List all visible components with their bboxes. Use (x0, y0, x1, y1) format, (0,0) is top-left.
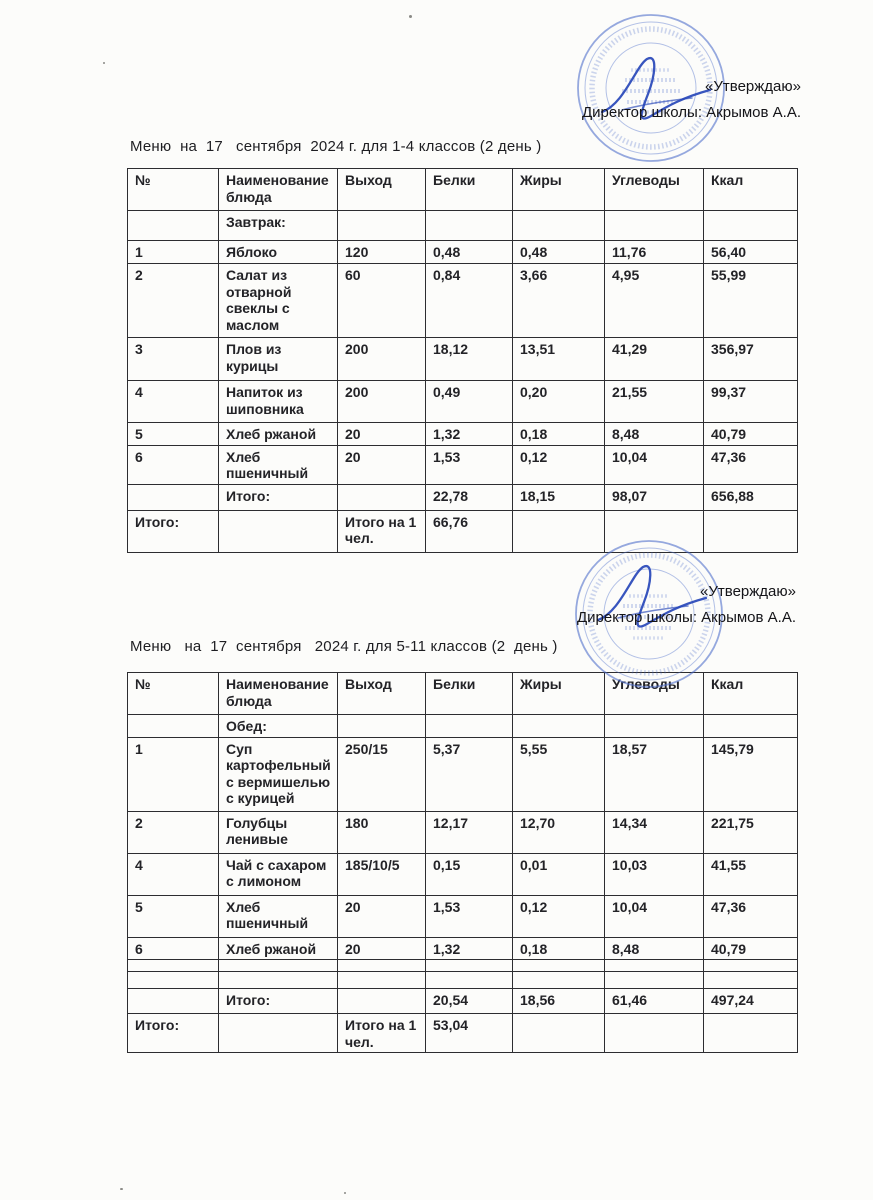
cell-protein: 1,32 (426, 937, 513, 960)
cell-name: Яблоко (219, 241, 338, 264)
menu-row (128, 895, 798, 937)
cell-kcal: 145,79 (704, 737, 798, 811)
cell-protein (426, 715, 513, 738)
cell-portion: 120 (338, 241, 426, 264)
cell-name: Хлеб ржаной (219, 937, 338, 960)
column-header-fat: Жиры (513, 673, 605, 715)
totals-label: Итого: (219, 989, 338, 1014)
cell-fat: 0,12 (513, 895, 605, 937)
cell-portion: 20 (338, 895, 426, 937)
cell-kcal: 47,36 (704, 895, 798, 937)
column-header-protein: Белки (426, 673, 513, 715)
column-header-portion: Выход (338, 673, 426, 715)
cell-fat: 0,18 (513, 423, 605, 446)
per-person-value: 66,76 (426, 510, 513, 552)
cell-protein: 0,15 (426, 853, 513, 895)
cell-protein: 18,12 (426, 338, 513, 381)
cell-carbs: 98,07 (605, 484, 704, 510)
per-person-row (128, 1014, 798, 1053)
cell-fat: 0,18 (513, 937, 605, 960)
cell-portion: 200 (338, 381, 426, 423)
cell-protein: 0,84 (426, 264, 513, 338)
meal-section-row (128, 715, 798, 738)
per-person-sublabel: Итого на 1 чел. (338, 1014, 426, 1053)
cell-num (128, 484, 219, 510)
meal-section-label: Обед: (219, 715, 338, 738)
per-person-sublabel: Итого на 1 чел. (338, 510, 426, 552)
cell-name (219, 510, 338, 552)
cell-num: 4 (128, 853, 219, 895)
per-person-value: 53,04 (426, 1014, 513, 1053)
menu1-table (127, 168, 798, 553)
cell-num: 1 (128, 737, 219, 811)
approval-block (582, 78, 801, 121)
cell-fat (513, 1014, 605, 1053)
menu1-title: Меню на 17 сентября 2024 г. для 1-4 классов (2 день ) (130, 138, 542, 155)
scan-speck (120, 1188, 123, 1190)
totals-row (128, 989, 798, 1014)
cell-fat: 0,12 (513, 445, 605, 484)
approval-block (577, 583, 796, 626)
totals-label: Итого: (219, 484, 338, 510)
cell-fat: 12,70 (513, 811, 605, 853)
cell-fat (513, 715, 605, 738)
cell-carbs: 8,48 (605, 423, 704, 446)
cell-fat: 18,56 (513, 989, 605, 1014)
cell-num (128, 715, 219, 738)
scan-speck (103, 62, 105, 64)
menu-row (128, 338, 798, 381)
cell-num: 5 (128, 423, 219, 446)
cell-num: 4 (128, 381, 219, 423)
cell-carbs: 18,57 (605, 737, 704, 811)
cell-carbs (605, 211, 704, 241)
cell-name: Чай с сахаром с лимоном (219, 853, 338, 895)
cell-kcal: 40,79 (704, 937, 798, 960)
menu-row (128, 445, 798, 484)
cell-carbs: 10,03 (605, 853, 704, 895)
cell-kcal (704, 211, 798, 241)
cell-num: 3 (128, 338, 219, 381)
cell-portion: 20 (338, 937, 426, 960)
menu-row (128, 264, 798, 338)
cell-name: Хлеб пшеничный (219, 445, 338, 484)
director-label: Директор школы: Акрымов А.А. (577, 609, 796, 626)
cell-fat: 0,48 (513, 241, 605, 264)
column-header-portion: Выход (338, 169, 426, 211)
column-header-fat: Жиры (513, 169, 605, 211)
cell-protein: 20,54 (426, 989, 513, 1014)
column-header-carbs: Углеводы (605, 169, 704, 211)
menu-row (128, 811, 798, 853)
cell-carbs: 8,48 (605, 937, 704, 960)
cell-protein (426, 211, 513, 241)
cell-portion: 60 (338, 264, 426, 338)
cell-num: 6 (128, 937, 219, 960)
per-person-label: Итого: (128, 510, 219, 552)
cell-protein: 0,49 (426, 381, 513, 423)
cell-portion: 180 (338, 811, 426, 853)
cell-carbs: 10,04 (605, 445, 704, 484)
cell-fat: 0,01 (513, 853, 605, 895)
cell-kcal: 356,97 (704, 338, 798, 381)
cell-fat: 18,15 (513, 484, 605, 510)
cell-num: 2 (128, 811, 219, 853)
column-header-name: Наименование блюда (219, 673, 338, 715)
menu-row (128, 423, 798, 446)
cell-fat: 13,51 (513, 338, 605, 381)
cell-kcal (704, 510, 798, 552)
menu-row (128, 853, 798, 895)
approve-label: «Утверждаю» (700, 583, 796, 600)
cell-name: Голубцы ленивые (219, 811, 338, 853)
cell-carbs: 41,29 (605, 338, 704, 381)
director-label: Директор школы: Акрымов А.А. (582, 104, 801, 121)
cell-kcal (704, 715, 798, 738)
cell-name (219, 1014, 338, 1053)
menu-row (128, 241, 798, 264)
cell-portion: 200 (338, 338, 426, 381)
cell-num: 1 (128, 241, 219, 264)
cell-kcal: 41,55 (704, 853, 798, 895)
approve-label: «Утверждаю» (705, 78, 801, 95)
cell-name: Салат из отварной свеклы с маслом (219, 264, 338, 338)
per-person-row (128, 510, 798, 552)
cell-protein: 12,17 (426, 811, 513, 853)
cell-fat: 0,20 (513, 381, 605, 423)
empty-row (128, 972, 798, 989)
column-header-num: № (128, 169, 219, 211)
menu-row (128, 937, 798, 960)
cell-carbs: 61,46 (605, 989, 704, 1014)
cell-kcal: 497,24 (704, 989, 798, 1014)
cell-num (128, 989, 219, 1014)
cell-num (128, 211, 219, 241)
totals-row (128, 484, 798, 510)
cell-portion: 20 (338, 445, 426, 484)
cell-kcal: 221,75 (704, 811, 798, 853)
cell-kcal: 55,99 (704, 264, 798, 338)
cell-kcal: 656,88 (704, 484, 798, 510)
header-row (128, 673, 798, 715)
cell-portion: 185/10/5 (338, 853, 426, 895)
cell-carbs: 21,55 (605, 381, 704, 423)
cell-protein: 1,53 (426, 445, 513, 484)
cell-carbs: 4,95 (605, 264, 704, 338)
cell-fat (513, 211, 605, 241)
scan-speck (409, 15, 412, 18)
cell-portion (338, 211, 426, 241)
meal-section-label: Завтрак: (219, 211, 338, 241)
column-header-protein: Белки (426, 169, 513, 211)
cell-name: Суп картофельный с вермишелью с курицей (219, 737, 338, 811)
cell-portion (338, 715, 426, 738)
column-header-carbs: Углеводы (605, 673, 704, 715)
cell-portion (338, 484, 426, 510)
menu-row (128, 381, 798, 423)
cell-kcal: 47,36 (704, 445, 798, 484)
header-row (128, 169, 798, 211)
cell-fat: 5,55 (513, 737, 605, 811)
cell-carbs (605, 510, 704, 552)
cell-kcal: 40,79 (704, 423, 798, 446)
cell-kcal (704, 1014, 798, 1053)
cell-num: 5 (128, 895, 219, 937)
cell-kcal: 56,40 (704, 241, 798, 264)
column-header-name: Наименование блюда (219, 169, 338, 211)
cell-name: Хлеб ржаной (219, 423, 338, 446)
column-header-kcal: Ккал (704, 673, 798, 715)
menu2-table (127, 672, 798, 1053)
cell-portion (338, 989, 426, 1014)
cell-portion: 20 (338, 423, 426, 446)
menu-row (128, 737, 798, 811)
cell-fat: 3,66 (513, 264, 605, 338)
menu2-title: Меню на 17 сентября 2024 г. для 5-11 классов (2 день ) (130, 638, 558, 655)
cell-name: Хлеб пшеничный (219, 895, 338, 937)
cell-fat (513, 510, 605, 552)
cell-protein: 1,53 (426, 895, 513, 937)
column-header-kcal: Ккал (704, 169, 798, 211)
cell-num: 6 (128, 445, 219, 484)
cell-protein: 5,37 (426, 737, 513, 811)
cell-name: Напиток из шиповника (219, 381, 338, 423)
cell-kcal: 99,37 (704, 381, 798, 423)
cell-portion: 250/15 (338, 737, 426, 811)
cell-name: Плов из курицы (219, 338, 338, 381)
cell-carbs (605, 1014, 704, 1053)
scan-speck (344, 1192, 346, 1194)
per-person-label: Итого: (128, 1014, 219, 1053)
cell-carbs (605, 715, 704, 738)
cell-carbs: 11,76 (605, 241, 704, 264)
cell-carbs: 10,04 (605, 895, 704, 937)
cell-protein: 0,48 (426, 241, 513, 264)
cell-carbs: 14,34 (605, 811, 704, 853)
column-header-num: № (128, 673, 219, 715)
meal-section-row (128, 211, 798, 241)
cell-protein: 1,32 (426, 423, 513, 446)
cell-protein: 22,78 (426, 484, 513, 510)
empty-row (128, 960, 798, 972)
cell-num: 2 (128, 264, 219, 338)
